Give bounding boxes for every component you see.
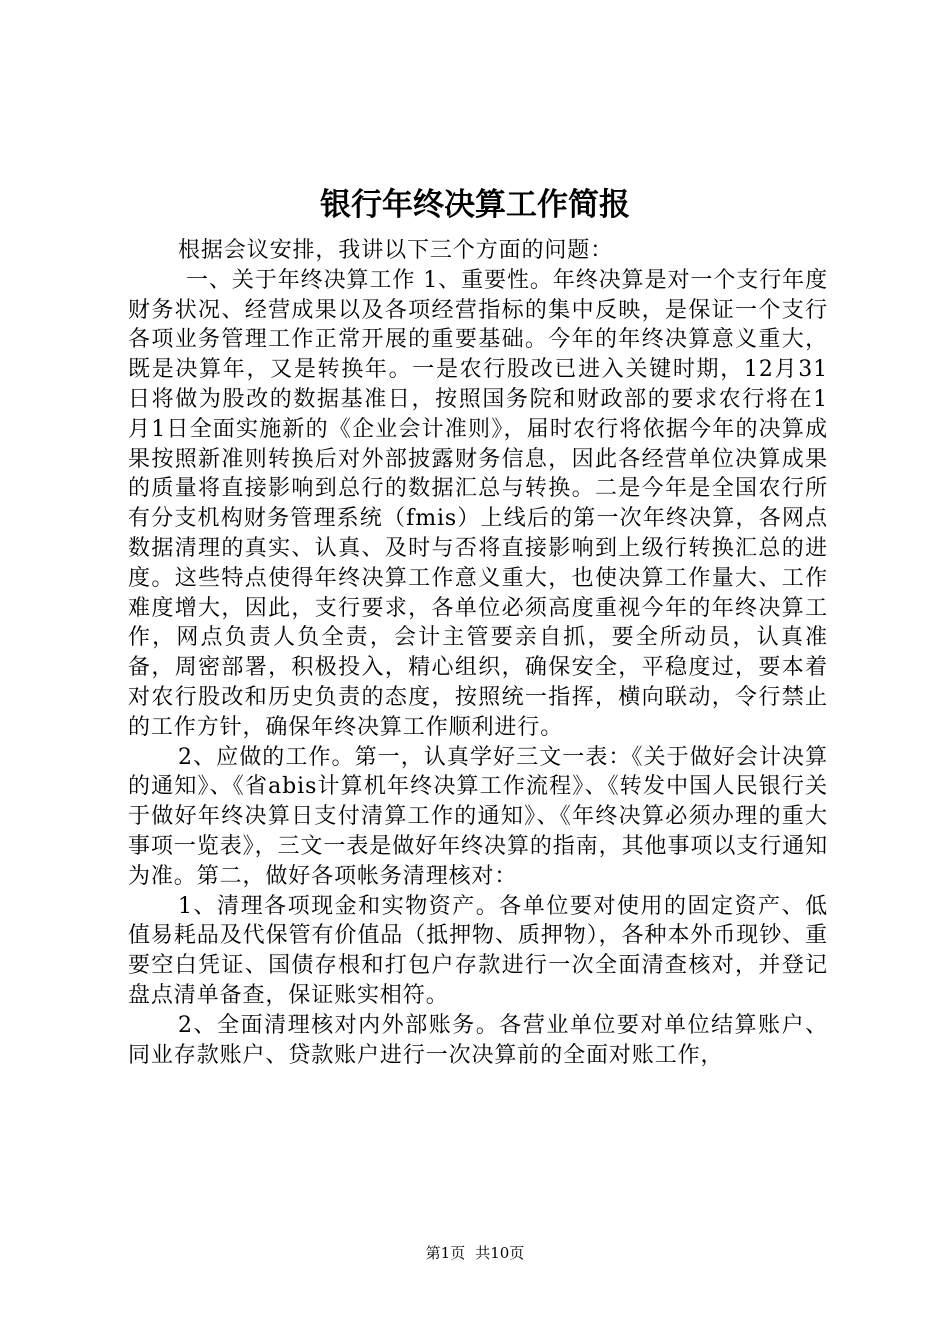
document-title: 银行年终决算工作简报 (320, 187, 630, 223)
paragraph-tasks: 2、应做的工作。第一，认真学好三文一表：《关于做好会计决算的通知》、《省abis计算机年终决算工作流程》、《转发中国人民银行关于做好年终决算日支付清算工作的通知》、《年终决算必须办理的重大事项一览表》，三文一表是做好年终决算的指南，其他事项以支行通知为准。第二，做好各项帐务清理核对： (128, 744, 828, 889)
paragraph-item-two: 2、全面清理核对内外部账务。各营业单位要对单位结算账户、同业存款账户、贷款账户进行一次决算前的全面对账工作， (128, 1012, 828, 1068)
page-total: 共10页 (475, 1244, 525, 1262)
page-number: 第1页 (425, 1244, 466, 1262)
page-footer (0, 1243, 950, 1263)
paragraph-item-one: 1、清理各项现金和实物资产。各单位要对使用的固定资产、低值易耗品及代保管有价值品（抵押物、质押物），各种本外币现钞、重要空白凭证、国债存根和打包户存款进行一次全面清查核对，并登记盘点清单备查，保证账实相符。 (128, 893, 828, 1008)
paragraph-intro: 根据会议安排，我讲以下三个方面的问题： (178, 238, 614, 263)
paragraph-section-one: 一、关于年终决算工作 1、重要性。年终决算是对一个支行年度财务状况、经营成果以及各项经营指标的集中反映，是保证一个支行各项业务管理工作正常开展的重要基础。今年的年终决算意义重大，既是决算年，又是转换年。一是农行股改已进入关键时期，12月31日将做为股改的数据基准日，按照国务院和财政部的要求农行将在1月1日全面实施新的《企业会计准则》，届时农行将依据今年的决算成果按照新准则转换后对外部披露财务信息，因此各经营单位决算成果的质量将直接影响到总行的数据汇总与转换。二是今年是全国农行所有分支机构财务管理系统（fmis）上线后的第一次年终决算，各网点数据清理的真实、认真、及时与否将直接影响到上级行转换汇总的进度。这些特点使得年终决算工作意义重大，也使决算工作量大、工作难度增大，因此，支行要求，各单位必须高度重视今年的年终决算工作，网点负责人负全责，会计主管要亲自抓，要全所动员，认真准备，周密部署，积极投入，精心组织，确保安全，平稳度过，要本着对农行股改和历史负责的态度，按照统一指挥，横向联动，令行禁止的工作方针，确保年终决算工作顺利进行。 (128, 267, 828, 740)
document-body (128, 236, 828, 1070)
